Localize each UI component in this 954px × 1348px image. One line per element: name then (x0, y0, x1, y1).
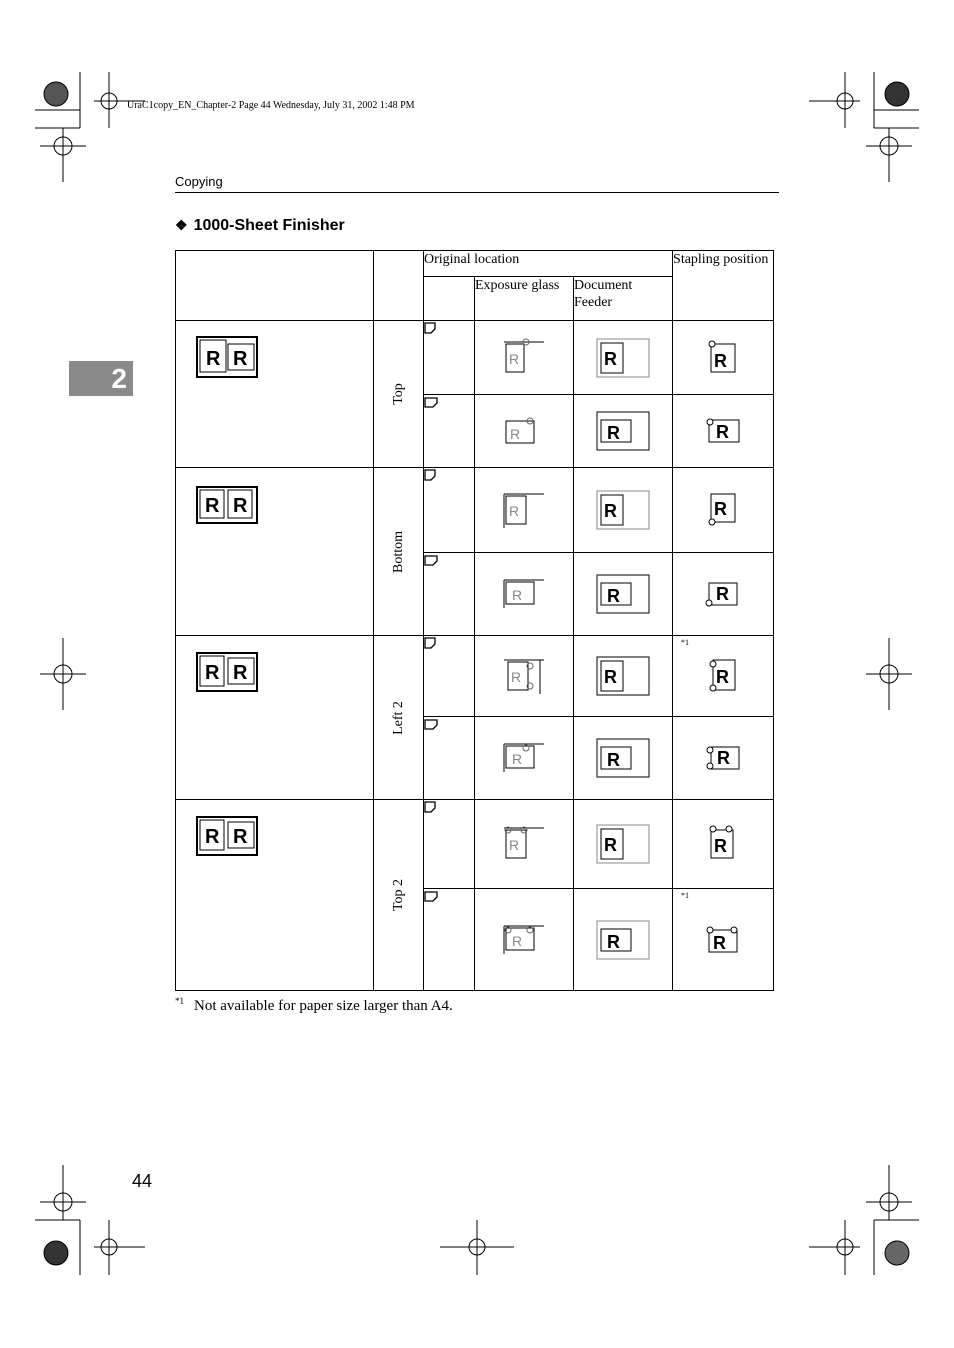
original-location-header: Original location (424, 251, 673, 277)
mode-icon-cell (176, 800, 374, 991)
exposure-glass-diagram (500, 740, 548, 776)
staple-mode-label: Top 2 (391, 878, 406, 912)
section-title: 1000-Sheet Finisher (193, 217, 345, 234)
svg-text:R: R (714, 350, 728, 371)
chapter-tab: 2 (69, 361, 133, 396)
svg-text:R: R (511, 669, 522, 685)
exposure-glass-figure-cell (475, 395, 574, 468)
staple-mode-label: Left 2 (391, 700, 406, 735)
mode-icon-cell (176, 468, 374, 636)
landscape-paper-icon (424, 555, 438, 566)
landscape-orientation-cell (424, 889, 475, 991)
svg-text:R: R (512, 932, 523, 949)
document-feeder-figure-cell (574, 553, 673, 636)
svg-text:R: R (607, 586, 621, 606)
exposure-glass-diagram (500, 922, 548, 958)
stapling-position-diagram (703, 579, 743, 609)
staple-mode-label: Top (391, 383, 406, 405)
svg-text:R: R (607, 931, 621, 952)
portrait-paper-icon (424, 637, 436, 649)
svg-text:R: R (205, 662, 220, 684)
section-heading (175, 217, 345, 235)
exposure-glass-diagram (500, 490, 548, 530)
document-feeder-diagram (595, 737, 651, 779)
svg-text:R: R (205, 826, 220, 848)
svg-text:R: R (716, 584, 730, 604)
document-feeder-figure-cell (574, 636, 673, 717)
exposure-glass-header: Exposure glass (475, 277, 574, 321)
stapling-position-diagram (705, 490, 741, 530)
exposure-glass-diagram (500, 656, 548, 696)
running-header: Copying (175, 174, 223, 189)
staple-top2-mode-icon (196, 816, 258, 856)
portrait-orientation-cell (424, 636, 475, 717)
exposure-glass-figure-cell (475, 636, 574, 717)
mode-icon-cell (176, 321, 374, 468)
staple-bottom-mode-icon (196, 486, 258, 524)
note-marker: *1 (681, 891, 690, 900)
svg-text:R: R (713, 932, 727, 953)
file-slug: UraC1copy_EN_Chapter-2 Page 44 Wednesday, July 31, 2002 1:48 PM (127, 100, 415, 111)
staple-mode-label-cell (374, 321, 424, 468)
stapling-position-figure-cell (673, 553, 774, 636)
staple-mode-label-cell (374, 636, 424, 800)
svg-text:R: R (233, 662, 248, 684)
landscape-orientation-cell (424, 553, 475, 636)
stapling-position-diagram (705, 340, 741, 376)
portrait-paper-icon (424, 322, 436, 334)
document-feeder-figure-cell (574, 321, 673, 395)
document-feeder-diagram (595, 573, 651, 615)
document-feeder-diagram (595, 823, 651, 865)
stapling-position-figure-cell (673, 468, 774, 553)
staple-mode-label-cell (374, 468, 424, 636)
svg-text:R: R (607, 750, 621, 770)
blank-header-cell (374, 251, 424, 321)
svg-text:R: R (510, 426, 521, 442)
document-feeder-figure-cell (574, 800, 673, 889)
exposure-glass-figure-cell (475, 889, 574, 991)
document-feeder-figure-cell (574, 395, 673, 468)
mode-icon-cell (176, 636, 374, 800)
portrait-orientation-cell (424, 800, 475, 889)
footnote-marker: *1 (175, 996, 184, 1006)
svg-text:R: R (233, 495, 248, 517)
document-feeder-diagram (595, 919, 651, 961)
exposure-glass-diagram (500, 576, 548, 612)
exposure-glass-figure-cell (475, 800, 574, 889)
document-feeder-diagram (595, 655, 651, 697)
portrait-paper-icon (424, 801, 436, 813)
stapling-position-figure-cell (673, 321, 774, 395)
stapling-position-diagram (703, 416, 743, 446)
svg-text:R: R (205, 495, 220, 517)
stapling-position-figure-cell (673, 717, 774, 800)
svg-text:R: R (512, 587, 523, 603)
stapling-position-diagram (705, 824, 741, 864)
svg-text:R: R (233, 348, 248, 370)
staple-left2-mode-icon (196, 652, 258, 692)
stapling-position-diagram (703, 924, 743, 956)
exposure-glass-figure-cell (475, 553, 574, 636)
stapling-position-diagram (703, 743, 743, 773)
stapling-position-header: Stapling position (673, 251, 774, 321)
exposure-glass-figure-cell (475, 717, 574, 800)
svg-text:R: R (716, 422, 730, 442)
portrait-paper-icon (424, 469, 436, 481)
landscape-paper-icon (424, 397, 438, 408)
blank-header-cell (424, 277, 475, 321)
document-feeder-diagram (595, 337, 651, 379)
exposure-glass-figure-cell (475, 321, 574, 395)
svg-text:R: R (509, 350, 520, 367)
staple-mode-label-cell (374, 800, 424, 991)
footnote (175, 996, 453, 1015)
document-feeder-figure-cell (574, 468, 673, 553)
staple-top-mode-icon (196, 336, 258, 378)
stapling-position-figure-cell (673, 800, 774, 889)
svg-text:R: R (512, 751, 523, 767)
svg-text:R: R (509, 503, 520, 519)
svg-text:R: R (233, 826, 248, 848)
svg-text:R: R (604, 667, 618, 687)
page-number: 44 (132, 1171, 153, 1191)
footnote-text: Not available for paper size larger than A4. (194, 998, 453, 1014)
staple-mode-label: Bottom (391, 530, 406, 573)
document-feeder-diagram (595, 489, 651, 531)
document-feeder-header: Document Feeder (574, 277, 673, 321)
blank-header-cell (176, 251, 374, 321)
exposure-glass-diagram (500, 413, 548, 449)
svg-text:R: R (604, 835, 618, 855)
landscape-paper-icon (424, 719, 438, 730)
exposure-glass-diagram (500, 824, 548, 864)
document-feeder-figure-cell (574, 717, 673, 800)
portrait-orientation-cell (424, 468, 475, 553)
section-marker: ❖ (175, 217, 188, 233)
svg-text:R: R (604, 501, 618, 521)
landscape-orientation-cell (424, 395, 475, 468)
portrait-orientation-cell (424, 321, 475, 395)
svg-text:R: R (716, 667, 730, 687)
finisher-table (175, 250, 774, 991)
exposure-glass-diagram (500, 338, 548, 378)
landscape-orientation-cell (424, 717, 475, 800)
stapling-position-figure-cell (673, 395, 774, 468)
stapling-position-diagram (705, 656, 741, 696)
svg-text:R: R (717, 748, 731, 768)
header-rule (175, 192, 779, 193)
svg-text:R: R (509, 837, 520, 853)
svg-text:R: R (604, 348, 618, 369)
exposure-glass-figure-cell (475, 468, 574, 553)
svg-text:R: R (714, 836, 728, 856)
stapling-position-figure-cell (673, 889, 774, 991)
landscape-paper-icon (424, 891, 438, 902)
note-marker: *1 (681, 638, 690, 647)
document-feeder-figure-cell (574, 889, 673, 991)
svg-text:R: R (607, 423, 621, 443)
svg-text:R: R (206, 348, 221, 370)
document-feeder-diagram (595, 410, 651, 452)
svg-text:R: R (714, 499, 728, 519)
stapling-position-figure-cell (673, 636, 774, 717)
